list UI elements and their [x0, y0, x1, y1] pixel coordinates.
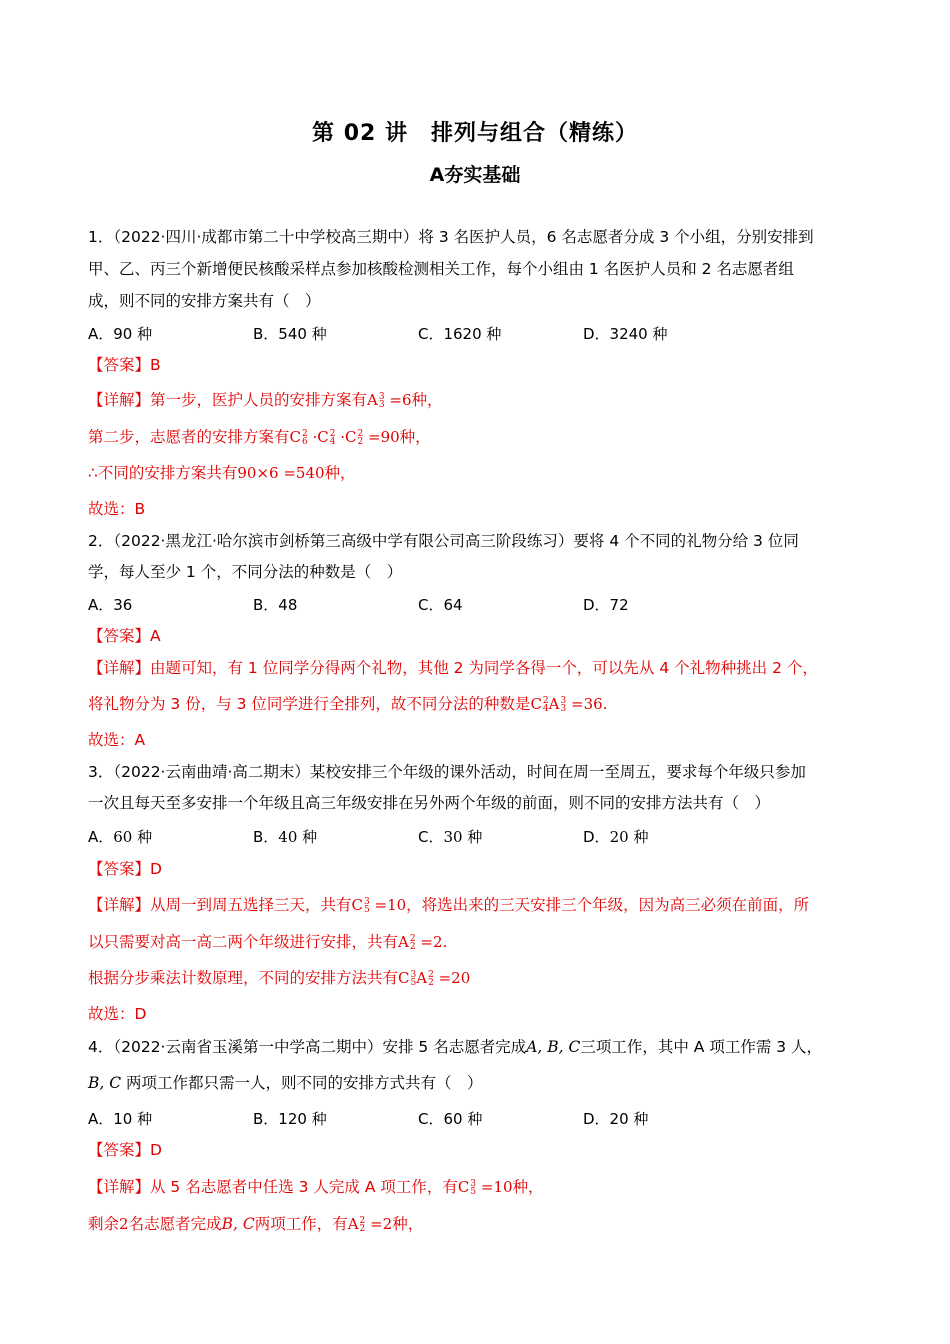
q3-option-b: B．40 种 — [253, 828, 318, 846]
q1-line-2: 甲、乙、丙三个新增便民核酸采样点参加核酸检测相关工作，每个小组由 1 名医护人员和 2 名志愿者组 — [88, 260, 794, 278]
q4-line-2: B, C 两项工作都只需一人，则不同的安排方式共有（ ） — [88, 1074, 483, 1092]
q3-line-1: 3．（2022·云南曲靖·高二期末）某校安排三个年级的课外活动，时间在周一至周五，要求每个年级只参加 — [88, 763, 806, 781]
formula: C 3 5 A 2 2 =20 — [398, 969, 471, 988]
q1-line-1: 1．（2022·四川·成都市第二十中学校高三期中）将 3 名医护人员，6 名志愿者分成 3 个小组，分别安排到 — [88, 228, 814, 246]
q3-choose: 故选：D — [88, 1005, 147, 1023]
q3-detail-2: 以只需要对高一高二两个年级进行安排，共有A 2 2 =2. — [88, 933, 448, 952]
q1-option-d: D．3240 种 — [583, 325, 668, 343]
q4-option-a: A．10 种 — [88, 1110, 153, 1128]
q1-line-3: 成，则不同的安排方案共有（ ） — [88, 292, 321, 310]
q4-detail-2: 剩余2名志愿者完成B, C两项工作，有A 2 2 =2种， — [88, 1215, 424, 1234]
q3-detail-3: 根据分步乘法计数原理，不同的安排方法共有C 3 5 A 2 2 =20 — [88, 969, 471, 988]
q1-answer: 【答案】B — [88, 356, 161, 374]
formula: A 2 2 =2 — [347, 1215, 393, 1234]
q1-detail-3: ∴不同的安排方案共有90×6 =540种， — [88, 464, 356, 482]
section-title: A夯实基础 — [429, 164, 521, 186]
q3-option-c: C．30 种 — [418, 828, 483, 846]
q4-option-b: B．120 种 — [253, 1110, 327, 1128]
page-title: 第 02 讲 排列与组合（精练） — [312, 121, 638, 146]
q2-option-c: C．64 — [418, 596, 463, 614]
formula: A 3 3 =6 — [367, 391, 412, 410]
q3-answer: 【答案】D — [88, 860, 162, 878]
q1-detail-2: 第二步，志愿者的安排方案有C 2 6 ·C 2 4 ·C 2 2 =90种， — [88, 428, 431, 447]
q2-option-a: A．36 — [88, 596, 133, 614]
formula: C 2 4 A 3 3 =36 — [530, 695, 603, 714]
q4-option-d: D．20 种 — [583, 1110, 649, 1128]
q1-choose: 故选：B — [88, 500, 146, 518]
q4-answer: 【答案】D — [88, 1141, 162, 1159]
q3-detail-1: 【详解】从周一到周五选择三天，共有C 3 5 =10，将选出来的三天安排三个年级，因为高三必须在前面，所 — [88, 896, 810, 915]
formula: C 3 5 =10 — [351, 896, 407, 915]
formula: 90×6 =540 — [237, 464, 325, 482]
q2-option-b: B．48 — [253, 596, 298, 614]
q2-detail-2: 将礼物分为 3 份，与 3 位同学进行全排列，故不同分法的种数是C 2 4 A 3 3 =36. — [88, 695, 608, 714]
q2-line-1: 2．（2022·黑龙江·哈尔滨市剑桥第三高级中学有限公司高三阶段练习）要将 4 个不同的礼物分给 3 位同 — [88, 532, 799, 550]
q4-detail-1: 【详解】从 5 名志愿者中任选 3 人完成 A 项工作，有C 3 5 =10种， — [88, 1178, 544, 1197]
q2-detail-1: 【详解】由题可知，有 1 位同学分得两个礼物，其他 2 为同学各得一个，可以先从 4 个礼物种挑出 2 个， — [88, 659, 818, 677]
q4-option-c: C．60 种 — [418, 1110, 483, 1128]
q1-option-c: C．1620 种 — [418, 325, 502, 343]
q4-line-1: 4．（2022·云南省玉溪第一中学高二期中）安排 5 名志愿者完成A, B, C三项工作，其中 A 项工作需 3 人， — [88, 1038, 823, 1056]
formula: C 2 6 ·C 2 4 ·C 2 2 =90 — [289, 428, 400, 447]
q3-option-a: A．60 种 — [88, 828, 153, 846]
q3-line-2: 一次且每天至多安排一个年级且高三年级安排在另外两个年级的前面，则不同的安排方法共有（ ） — [88, 794, 771, 812]
q1-option-a: A．90 种 — [88, 325, 153, 343]
q1-option-b: B．540 种 — [253, 325, 327, 343]
q2-option-d: D．72 — [583, 596, 629, 614]
q2-choose: 故选：A — [88, 731, 146, 749]
formula: C 3 5 =10 — [457, 1178, 513, 1197]
q3-option-d: D．20 种 — [583, 828, 649, 846]
formula: A 2 2 =2 — [398, 933, 443, 952]
q2-answer: 【答案】A — [88, 627, 161, 645]
q2-line-2: 学，每人至少 1 个，不同分法的种数是（ ） — [88, 563, 403, 581]
q1-detail-1: 【详解】第一步，医护人员的安排方案有A 3 3 =6种， — [88, 391, 443, 410]
